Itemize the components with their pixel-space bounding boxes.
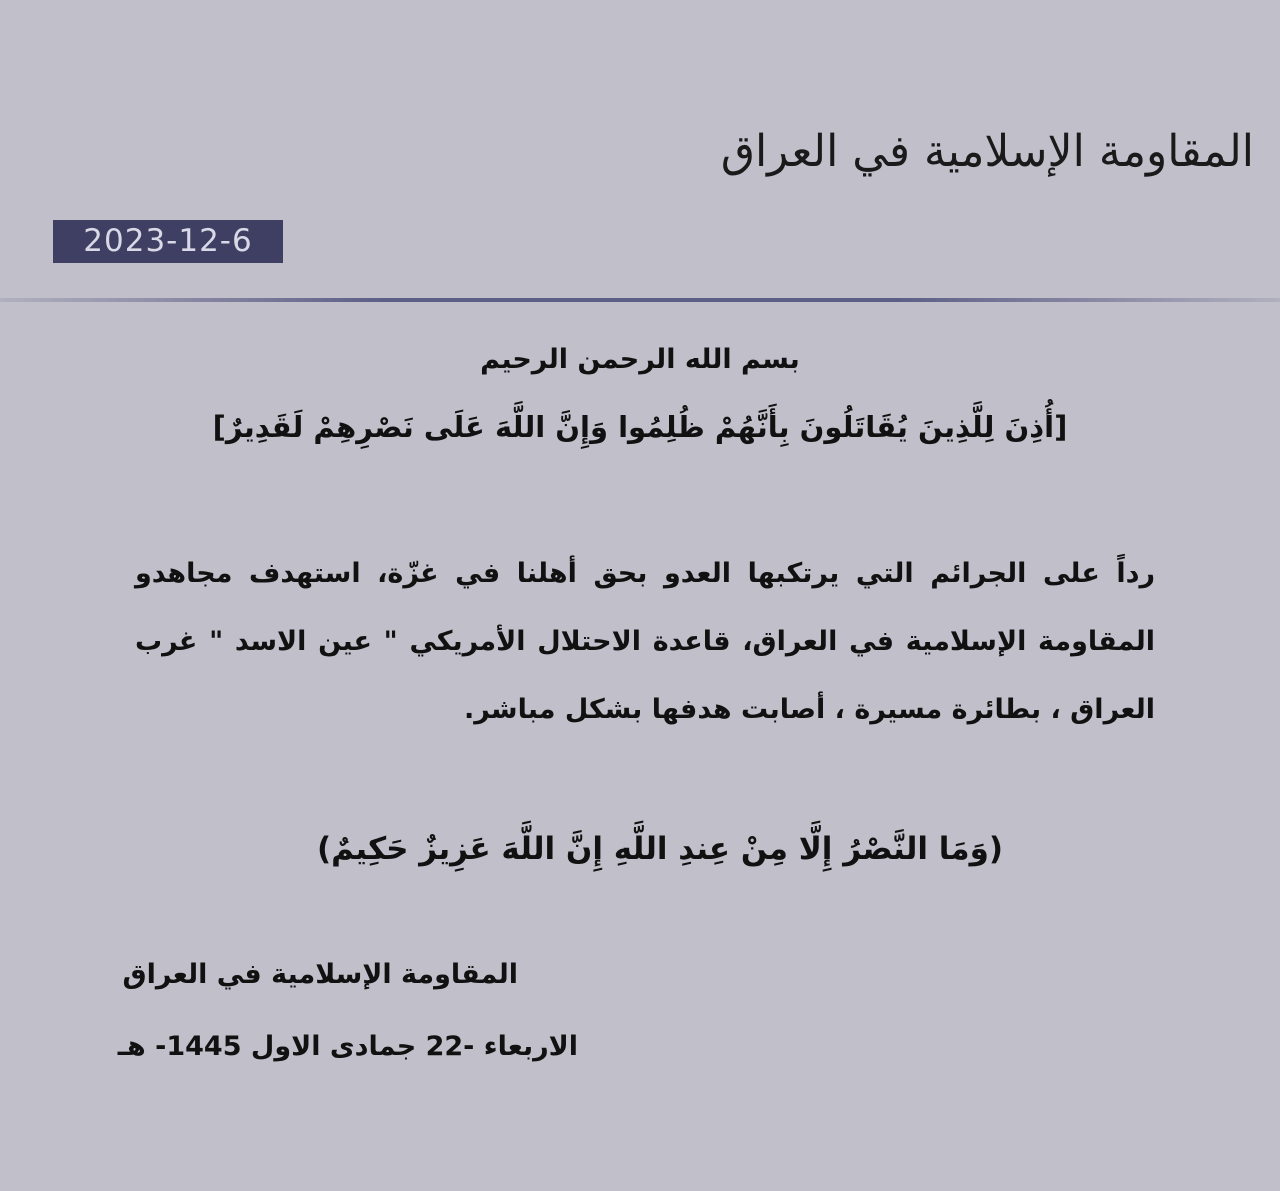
organization-logo: المقاومة الإسلامية في العراق [720,126,1254,177]
header-divider [0,298,1280,302]
signature: المقاومة الإسلامية في العراق [122,959,518,990]
date-badge: 2023-12-6 [53,220,283,263]
hijri-date: الاربعاء -22 جمادى الاول 1445- هـ [117,1031,578,1062]
basmala-heading: بسم الله الرحمن الرحيم [480,344,800,375]
closing-verse: (وَمَا النَّصْرُ إِلَّا مِنْ عِندِ اللَّهِ إِنَّ اللَّهَ عَزِيزٌ حَكِيمٌ) [316,831,1004,867]
opening-verse: [أُذِنَ لِلَّذِينَ يُقَاتَلُونَ بِأَنَّهُمْ ظُلِمُوا وَإِنَّ اللَّهَ عَلَى نَصْرِهِمْ لَقَدِيرٌ] [212,410,1068,444]
statement-body: رداً على الجرائم التي يرتكبها العدو بحق أهلنا في غزّة، استهدف مجاهدو المقاومة الإسلامية في العراق، قاعدة الاحتلال الأمريكي " عين الاسد " غرب العراق ، بطائرة مسيرة ، أصابت هدفها بشكل مباشر. [135,558,1155,725]
